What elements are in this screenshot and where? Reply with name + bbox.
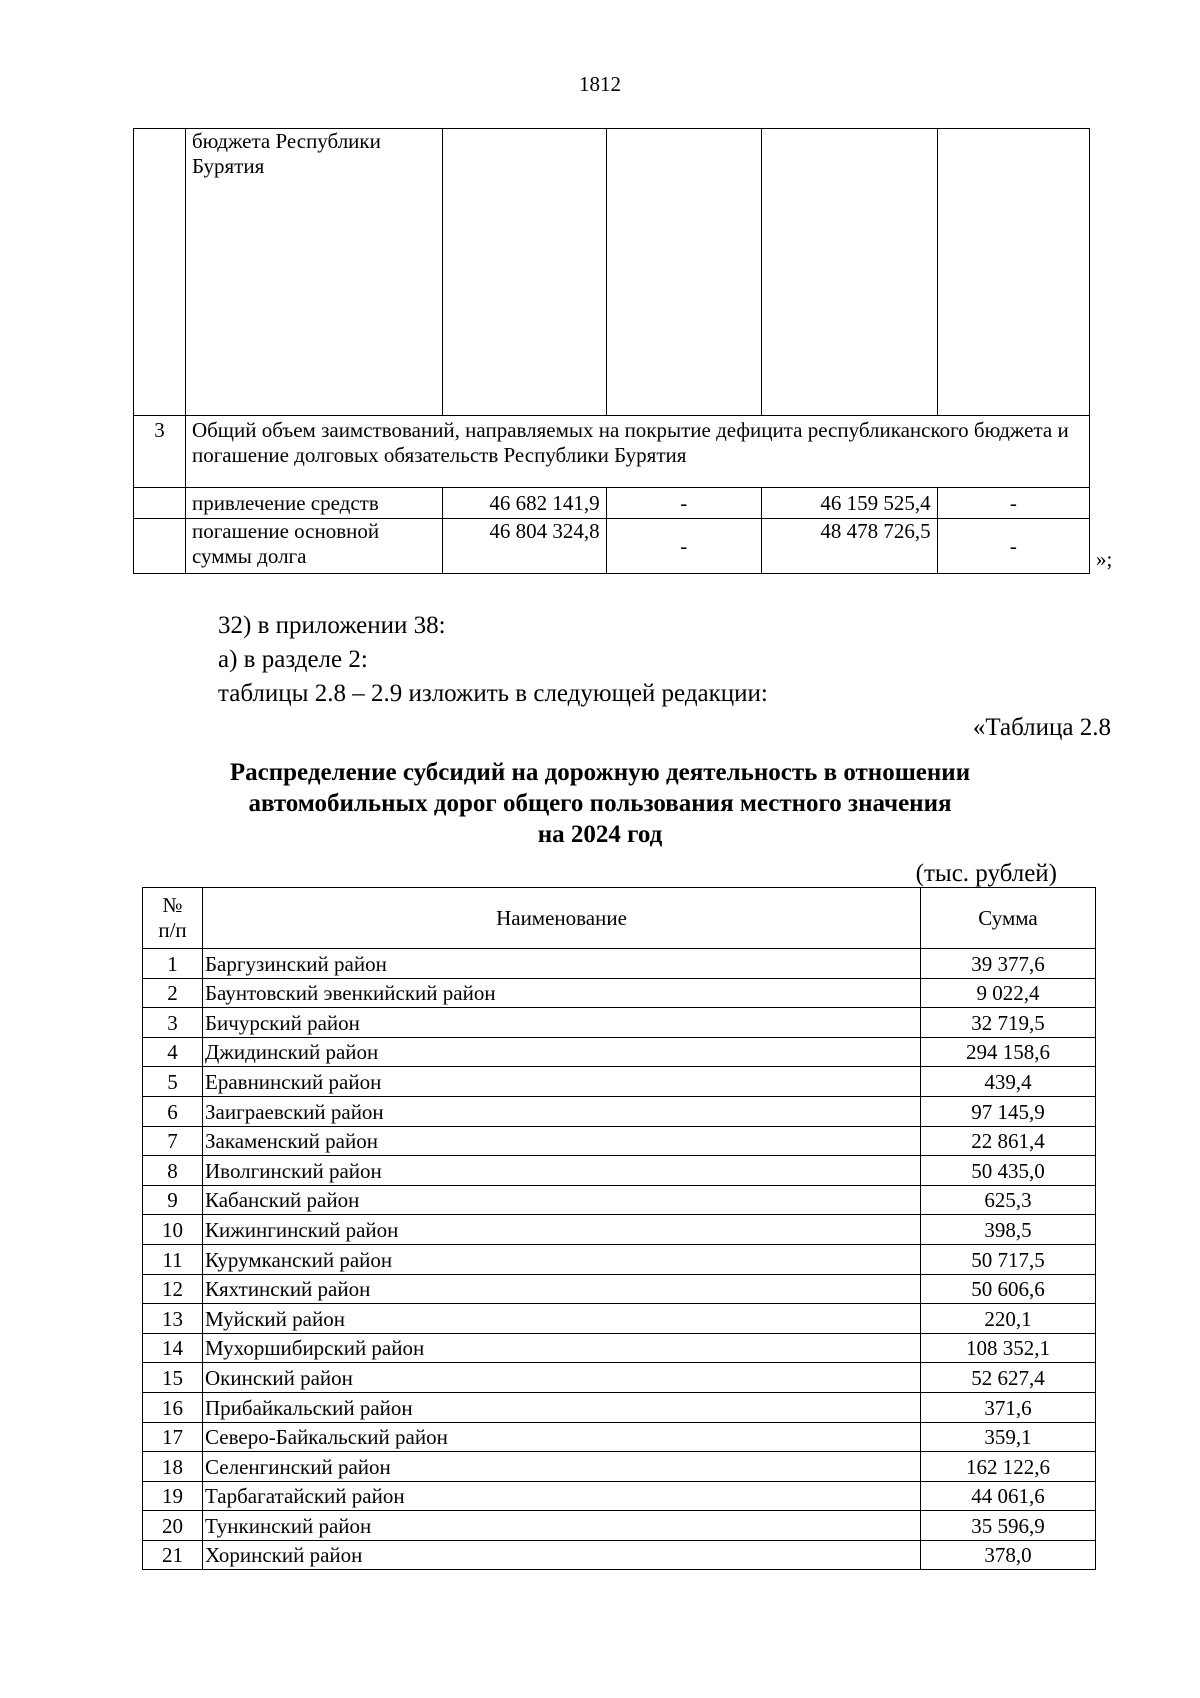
table-row: [143, 1304, 1096, 1334]
row-sum: 625,3: [921, 1185, 1096, 1215]
row-sum: 439,4: [921, 1067, 1096, 1097]
row-sum: 9 022,4: [921, 978, 1096, 1008]
row-number: 20: [143, 1511, 203, 1541]
table-title-line: Распределение субсидий на дорожную деятельность в отношении: [229, 759, 971, 786]
row-sum: 44 061,6: [921, 1481, 1096, 1511]
row-name: Прибайкальский район: [203, 1392, 921, 1422]
row-sum: 378,0: [921, 1540, 1096, 1570]
row-sum: 50 435,0: [921, 1156, 1096, 1186]
closing-quote: »;: [1096, 547, 1113, 571]
table-row: [143, 1037, 1096, 1067]
row-value-1: 46 804 324,8: [443, 519, 606, 574]
row-number: 3: [143, 1008, 203, 1038]
row-name: Курумканский район: [203, 1244, 921, 1274]
table-label: «Таблица 2.8: [972, 714, 1111, 741]
row-sum: 52 627,4: [921, 1363, 1096, 1393]
table-row: [134, 488, 1090, 519]
table-row: [143, 1363, 1096, 1393]
row-name: Муйский район: [203, 1304, 921, 1334]
table-row: [143, 1244, 1096, 1274]
row-number: 1: [143, 949, 203, 979]
row-number: 2: [143, 978, 203, 1008]
row-number: 15: [143, 1363, 203, 1393]
row-3-number: 3: [134, 416, 186, 488]
row-sum: 39 377,6: [921, 949, 1096, 979]
table-row: [143, 1333, 1096, 1363]
row-name: Северо-Байкальский район: [203, 1422, 921, 1452]
table-row: [143, 1126, 1096, 1156]
row-name: Еравнинский район: [203, 1067, 921, 1097]
paragraph-instruction: таблицы 2.8 – 2.9 изложить в следующей редакции:: [218, 680, 768, 707]
row-name: Тарбагатайский район: [203, 1481, 921, 1511]
row-sum: 162 122,6: [921, 1452, 1096, 1482]
continuation-name: бюджета Республики Бурятия: [185, 129, 442, 416]
row-name: Кяхтинский район: [203, 1274, 921, 1304]
row-number: 14: [143, 1333, 203, 1363]
table-row: [134, 519, 1090, 574]
row-value-3: 46 159 525,4: [761, 488, 937, 519]
row-3-title: Общий объем заимствований, направляемых на покрытие дефицита республиканского бюджета и погашение долговых обязательств Республики Бурятия: [185, 416, 1089, 488]
row-sum: 398,5: [921, 1215, 1096, 1245]
table-title: [140, 757, 1060, 850]
row-value-2: -: [606, 519, 761, 574]
row-name: Кабанский район: [203, 1185, 921, 1215]
table-title-line: на 2024 год: [537, 821, 663, 848]
table-row: [143, 1540, 1096, 1570]
paragraph-subitem-a: а) в разделе 2:: [218, 646, 368, 673]
row-number: 21: [143, 1540, 203, 1570]
row-name: Окинский район: [203, 1363, 921, 1393]
table-row: [143, 1392, 1096, 1422]
row-number: 4: [143, 1037, 203, 1067]
row-name: Заиграевский район: [203, 1096, 921, 1126]
table-row: [143, 978, 1096, 1008]
row-name: Тункинский район: [203, 1511, 921, 1541]
row-number: 10: [143, 1215, 203, 1245]
borrowing-table: [133, 128, 1090, 574]
row-sum: 371,6: [921, 1392, 1096, 1422]
row-name: Мухоршибирский район: [203, 1333, 921, 1363]
row-sum: 97 145,9: [921, 1096, 1096, 1126]
row-sum: 35 596,9: [921, 1511, 1096, 1541]
table-row: [143, 949, 1096, 979]
table-row: [143, 1096, 1096, 1126]
table-row: [143, 1067, 1096, 1097]
table-row: [143, 1274, 1096, 1304]
row-name: Джидинский район: [203, 1037, 921, 1067]
row-name: Селенгинский район: [203, 1452, 921, 1482]
row-name: погашение основной суммы долга: [185, 519, 442, 574]
subsidy-table: [142, 887, 1096, 1570]
row-number: 11: [143, 1244, 203, 1274]
row-number: 8: [143, 1156, 203, 1186]
table-row: [143, 1156, 1096, 1186]
units-label: (тыс. рублей): [915, 860, 1057, 887]
table-row: [143, 1511, 1096, 1541]
table-row: [143, 1481, 1096, 1511]
header-name: Наименование: [203, 888, 921, 949]
row-value-2: -: [606, 488, 761, 519]
row-value-3: 48 478 726,5: [761, 519, 937, 574]
row-number: 6: [143, 1096, 203, 1126]
row-sum: 108 352,1: [921, 1333, 1096, 1363]
row-sum: 294 158,6: [921, 1037, 1096, 1067]
paragraph-item-32: 32) в приложении 38:: [218, 612, 446, 639]
table-title-line: автомобильных дорог общего пользования местного значения: [248, 790, 952, 817]
row-number: 12: [143, 1274, 203, 1304]
row-sum: 50 717,5: [921, 1244, 1096, 1274]
row-sum: 50 606,6: [921, 1274, 1096, 1304]
row-number: 17: [143, 1422, 203, 1452]
table-header-row: [143, 888, 1096, 949]
header-sum: Сумма: [921, 888, 1096, 949]
row-name: Иволгинский район: [203, 1156, 921, 1186]
row-number: 5: [143, 1067, 203, 1097]
row-number: 16: [143, 1392, 203, 1422]
row-name: Закаменский район: [203, 1126, 921, 1156]
row-sum: 32 719,5: [921, 1008, 1096, 1038]
row-name: Хоринский район: [203, 1540, 921, 1570]
table-row: [143, 1185, 1096, 1215]
row-value-4: -: [937, 488, 1089, 519]
table-row: [143, 1422, 1096, 1452]
row-name: Баунтовский эвенкийский район: [203, 978, 921, 1008]
row-value-4: -: [937, 519, 1089, 574]
row-sum: 220,1: [921, 1304, 1096, 1334]
row-name: Кижингинский район: [203, 1215, 921, 1245]
row-number: 9: [143, 1185, 203, 1215]
row-value-1: 46 682 141,9: [443, 488, 606, 519]
row-number: 13: [143, 1304, 203, 1334]
row-sum: 359,1: [921, 1422, 1096, 1452]
row-sum: 22 861,4: [921, 1126, 1096, 1156]
row-number: 19: [143, 1481, 203, 1511]
row-name: Баргузинский район: [203, 949, 921, 979]
header-number: № п/п: [143, 888, 203, 949]
table-row: [143, 1215, 1096, 1245]
continuation-row: [134, 129, 1090, 416]
row-number: 18: [143, 1452, 203, 1482]
row-number: 7: [143, 1126, 203, 1156]
row-name: привлечение средств: [185, 488, 442, 519]
row-3-header: [134, 416, 1090, 488]
row-name: Бичурский район: [203, 1008, 921, 1038]
page-number: 1812: [579, 72, 621, 96]
table-row: [143, 1008, 1096, 1038]
table-row: [143, 1452, 1096, 1482]
